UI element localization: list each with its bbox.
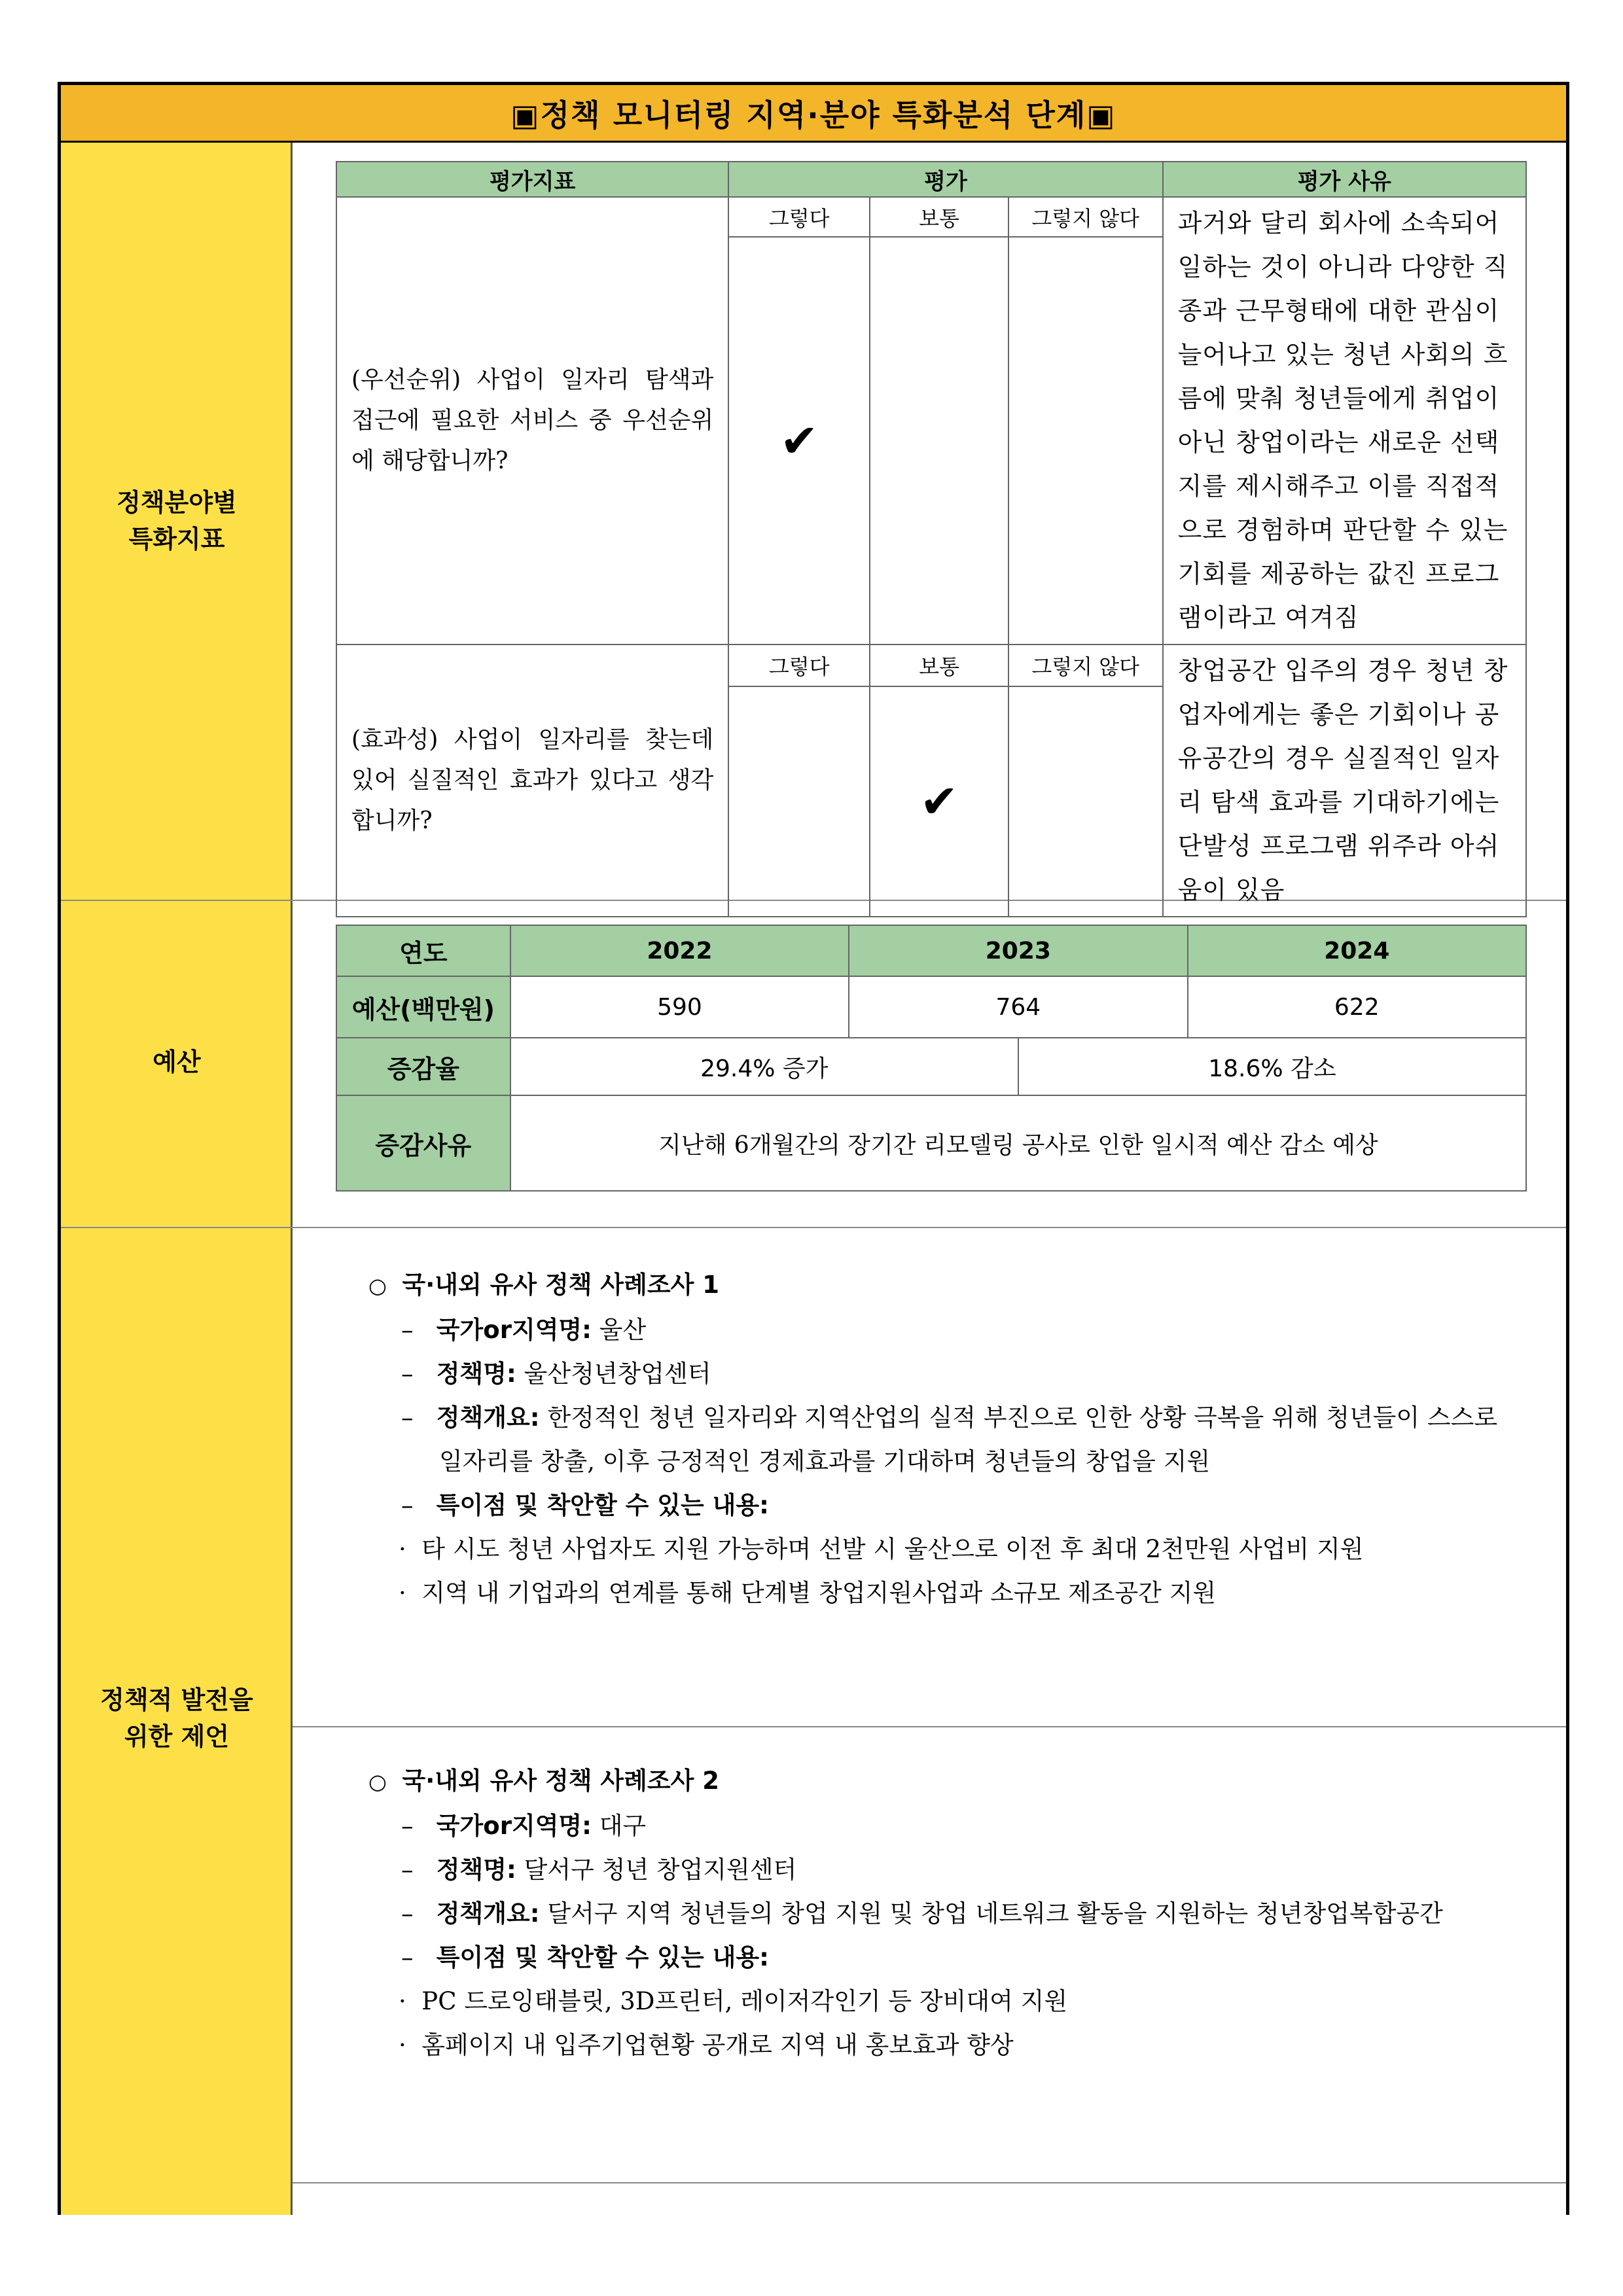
year-2023: 2023	[849, 925, 1187, 976]
case-region: 울산	[599, 1316, 647, 1344]
budget-table	[336, 925, 1527, 1192]
case-study-1: ○ 국·내외 유사 정책 사례조사 1 – 국가or지역명: 울산 – 정책명: 울산청년창업센터 – 정책개요: 한정적인 청년 일자리와 지역산업의 실적 부진으로 인한 상황 극복을 위해 청년들이 스스로 일자리를 창출, 이후 긍정적인 경제효과를 기대하며 청년들의 창업을 지원 – 특이점 및 착안할 수 있는 내용: · 타 시도 청년 사업자도 지원 가능하며 선발 시 울산으로 이전 후 최대 2천만원 사업비 지원 · 지역 내 기업과의 연계를 통해 단계별 창업지원사업과 소규모 제조공간 지원	[368, 1271, 1498, 1607]
case-summary: 한정적인 청년 일자리와 지역산업의 실적 부진으로 인한 상황 극복을 위해 청년들이 스스로	[547, 1404, 1498, 1432]
page-title: ▣정책 모니터링 지역·분야 특화분석 단계▣	[61, 85, 1566, 143]
report-frame	[58, 82, 1569, 2215]
option-no: 그렇지 않다	[1008, 197, 1163, 237]
proposal-section-label: 정책적 발전을 위한 제언	[100, 1686, 253, 1751]
case-heading: 국·내외 유사 정책 사례조사 2	[402, 1767, 719, 1795]
section-divider	[293, 2182, 1566, 2183]
amount-2022: 590	[510, 976, 849, 1038]
option-no: 그렇지 않다	[1008, 645, 1163, 686]
option-yes: 그렇다	[728, 645, 870, 686]
question-2: (효과성) 사업이 일자리를 찾는데 있어 실질적인 효과가 있다고 생각합니까?	[336, 645, 728, 917]
question-1: (우선순위) 사업이 일자리 탐색과 접근에 필요한 서비스 중 우선순위에 해당합니까?	[336, 197, 728, 645]
check-mark-icon: ✔	[919, 774, 959, 828]
case-summary: 달서구 지역 청년들의 창업 지원 및 창업 네트워크 활동을 지원하는 청년창업복합공간	[547, 1899, 1443, 1928]
reason-2: 창업공간 입주의 경우 청년 창 업자에게는 좋은 기회이나 공 유공간의 경우 실질적인 일자 리 탐색 효과를 기대하기에는 단발성 프로그램 위주라 아쉬 움이 있음	[1163, 645, 1526, 917]
option-yes: 그렇다	[728, 197, 870, 237]
amount-2023: 764	[849, 976, 1187, 1038]
case-note: 지역 내 기업과의 연계를 통해 단계별 창업지원사업과 소규모 제조공간 지원	[421, 1579, 1217, 1607]
rate-2024: 18.6% 감소	[1018, 1038, 1526, 1095]
case-region: 대구	[599, 1812, 647, 1840]
indicator-section-label: 정책분야별 특화지표	[116, 488, 237, 554]
case-heading: 국·내외 유사 정책 사례조사 1	[402, 1271, 719, 1299]
case-note: PC 드로잉태블릿, 3D프린터, 레이저각인기 등 장비대여 지원	[421, 1987, 1068, 2015]
check-mark-icon: ✔	[779, 414, 819, 468]
option-neutral: 보통	[870, 645, 1008, 686]
section-divider	[61, 1227, 1566, 1228]
case-name: 달서구 청년 창업지원센터	[524, 1856, 797, 1884]
budget-section-label: 예산	[152, 1048, 201, 1076]
check-cell	[870, 237, 1008, 645]
evaluation-table	[336, 161, 1527, 917]
year-label: 연도	[336, 925, 510, 976]
amount-2024: 622	[1188, 976, 1526, 1038]
check-cell	[1008, 686, 1163, 917]
header-evaluation: 평가	[728, 162, 1162, 197]
check-cell	[728, 237, 870, 645]
header-reason: 평가 사유	[1163, 162, 1526, 197]
check-cell	[870, 686, 1008, 917]
check-cell	[728, 686, 870, 917]
rate-label: 증감율	[336, 1038, 510, 1095]
case-study-2: ○ 국·내외 유사 정책 사례조사 2 – 국가or지역명: 대구 – 정책명: 달서구 청년 창업지원센터 – 정책개요: 달서구 지역 청년들의 창업 지원 및 창업 네트워크 활동을 지원하는 청년창업복합공간 – 특이점 및 착안할 수 있는 내용: · PC 드로잉태블릿, 3D프린터, 레이저각인기 등 장비대여 지원 · 홈페이지 내 입주기업현황 공개로 지역 내 홍보효과 향상	[368, 1767, 1443, 2059]
check-cell	[1008, 237, 1163, 645]
case-note: 홈페이지 내 입주기업현황 공개로 지역 내 홍보효과 향상	[421, 2031, 1014, 2059]
year-2022: 2022	[510, 925, 849, 976]
rate-2023: 29.4% 증가	[510, 1038, 1018, 1095]
section-divider	[293, 1726, 1566, 1727]
header-indicator: 평가지표	[336, 162, 728, 197]
case-note: 타 시도 청년 사업자도 지원 가능하며 선발 시 울산으로 이전 후 최대 2천만원 사업비 지원	[421, 1535, 1364, 1563]
case-name: 울산청년창업센터	[524, 1360, 711, 1388]
reason-1: 과거와 달리 회사에 소속되어 일하는 것이 아니라 다양한 직 종과 근무형태에 대한 관심이 늘어나고 있는 청년 사회의 흐 름에 맞춰 청년들에게 취업이 아닌 창업이라는 새로운 선택 지를 제시해주고 이를 직접적 으로 경험하며 판단할 수 있는 기회를 제공하는 값진 프로그 램이라고 여겨짐	[1163, 197, 1526, 645]
amount-label: 예산(백만원)	[336, 976, 510, 1038]
reason-label: 증감사유	[336, 1095, 510, 1191]
option-neutral: 보통	[870, 197, 1008, 237]
year-2024: 2024	[1188, 925, 1526, 976]
section-label-column	[61, 143, 293, 2215]
budget-reason: 지난해 6개월간의 장기간 리모델링 공사로 인한 일시적 예산 감소 예상	[510, 1095, 1526, 1191]
